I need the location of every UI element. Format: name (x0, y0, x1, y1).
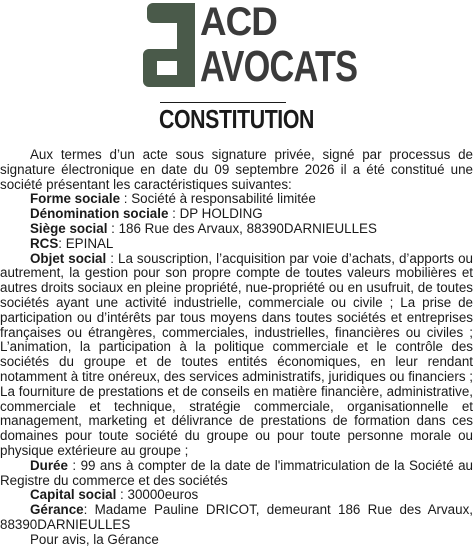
field-capital (0, 488, 473, 503)
intro-paragraph: Aux termes d’un acte sous signature privée, signé par processus de signature électronique en date du 09 septembre 2026 il a été constitué une société présentant les caractéristiques suivantes: (0, 147, 473, 192)
field-label: RCS (30, 235, 59, 251)
field-objet (0, 252, 473, 459)
field-label: Capital social (30, 487, 117, 503)
field-label: Forme sociale (30, 191, 121, 207)
closing-line: Pour avis, la Gérance (30, 531, 159, 547)
logo-text-avocats: AVOCATS (200, 42, 358, 91)
logo (0, 0, 473, 96)
field-sep: : (58, 235, 66, 251)
field-value: DP HOLDING (179, 206, 263, 222)
field-value: 99 ans à compter de la date de l'immatriculation de la Société au Registre du commerce et des sociétés (0, 457, 473, 488)
field-sep: : (67, 457, 81, 473)
field-value: Madame Pauline DRICOT, demeurant 186 Rue des Arvaux, 88390DARNIEULLES (0, 502, 473, 532)
field-sep: : (168, 206, 180, 222)
page-title: CONSTITUTION (159, 104, 314, 134)
field-forme (0, 192, 473, 207)
field-sep: : (106, 250, 118, 266)
field-value: 30000euros (127, 487, 199, 503)
field-label: Gérance (30, 502, 84, 518)
field-denomination (0, 207, 473, 222)
field-sep: : (83, 502, 95, 518)
field-gerance (0, 503, 473, 533)
field-label: Siège social (30, 220, 108, 236)
notice-body (0, 148, 473, 548)
field-duree (0, 459, 473, 489)
logo-text-acd: ACD (200, 0, 277, 44)
field-value: 186 Rue des Arvaux, 88390DARNIEULLES (118, 220, 377, 236)
field-label: Objet social (30, 250, 107, 266)
field-label: Durée (30, 457, 68, 473)
field-value: Société à responsabilité limitée (131, 191, 316, 207)
field-value: EPINAL (65, 235, 114, 251)
title-block (0, 104, 473, 134)
field-sep: : (107, 220, 119, 236)
title-rule (160, 102, 286, 103)
field-sep: : (116, 487, 128, 503)
acd-logo-mark-icon (143, 3, 195, 87)
field-rcs (0, 237, 473, 252)
field-sep: : (120, 191, 132, 207)
field-siege (0, 222, 473, 237)
field-label: Dénomination sociale (30, 206, 169, 222)
field-value: La souscription, l’acquisition par voie d’achats, d’apports ou autrement, la gestion pour son propre compte de toutes valeurs mobilières et autres droits sociaux en pleine propriété, nue-propriété ou en usufruit, de toutes sociétés ayant une activité industrielle, commerciale ou civile ; La prise de participation ou d’intérêts par tous moyens dans toutes sociétés et entreprises françaises ou étrangères, commerciales, industrielles, financières ou civiles ; L’animation, la participation à la politique commerciale et le contrôle des sociétés du groupe et de toutes entités économiques, en leur rendant notamment à titre onéreux, des services administratifs, juridiques ou financiers ; La fourniture de prestations et de conseils en matière financière, administrative, commerciale et technique, stratégie commerciale, organisationnelle et management, marketing et délivrance de prestations de formation dans ces domaines pour toute société du groupe ou pour toute personne morale ou physique extérieure au groupe ; (0, 250, 473, 458)
